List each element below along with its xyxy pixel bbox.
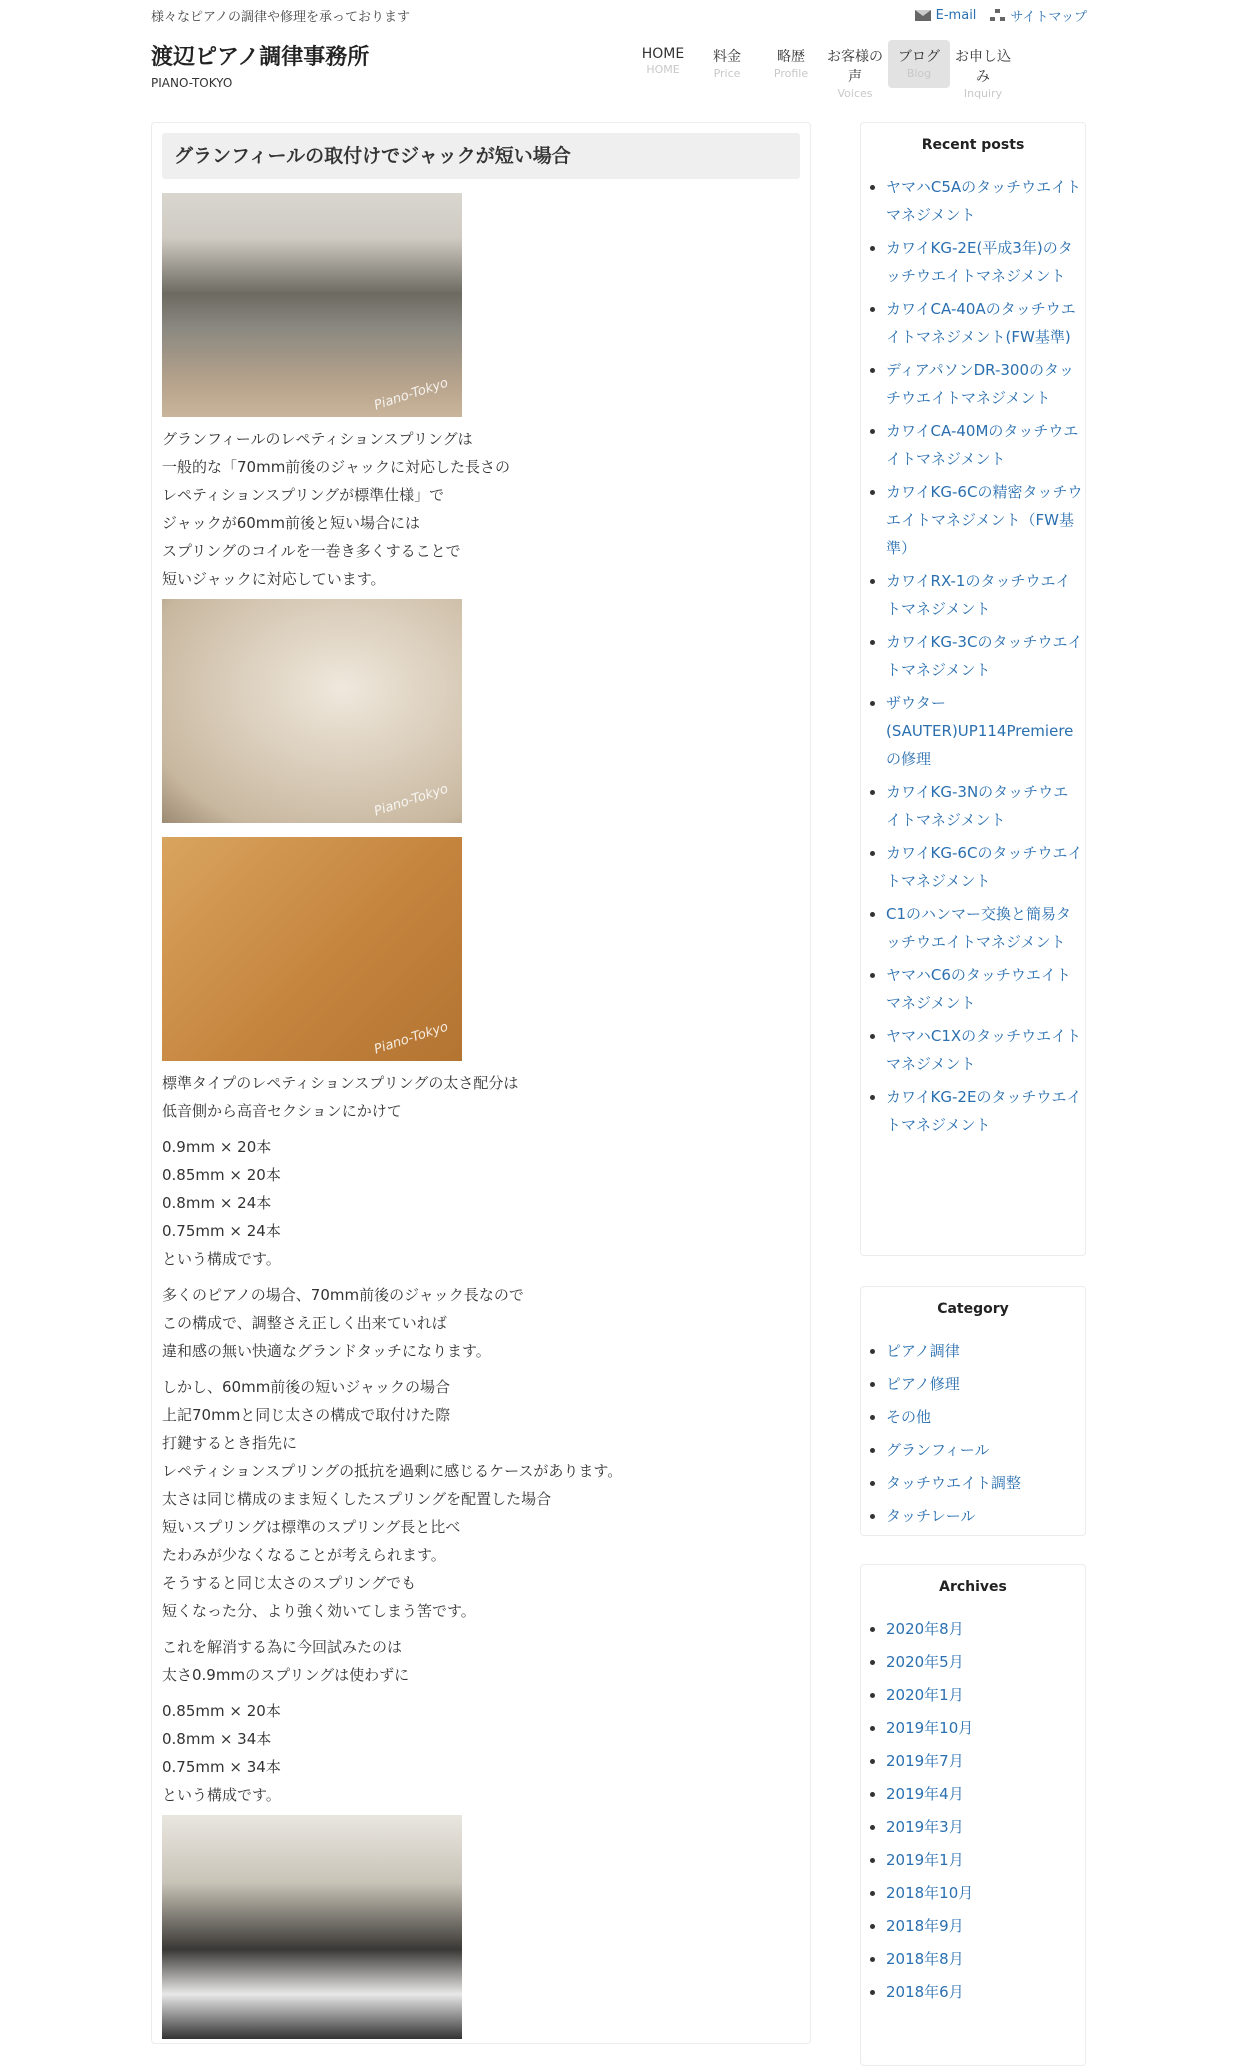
main-nav <box>630 40 1014 100</box>
sitemap-link-label: サイトマップ <box>1010 10 1087 25</box>
text-line: という構成です。 <box>162 1786 281 1804</box>
category-item[interactable] <box>886 1469 1085 1497</box>
archive-item-link[interactable]: 2019年4月 <box>886 1785 964 1803</box>
text-line: この構成で、調整さえ正しく出来ていれば <box>162 1314 447 1332</box>
recent-post-item[interactable] <box>886 567 1085 623</box>
archive-item-link[interactable]: 2018年8月 <box>886 1950 964 1968</box>
archives-widget <box>860 1564 1086 2066</box>
text-line: 0.75mm × 24本 <box>162 1222 281 1240</box>
recent-post-item[interactable] <box>886 1083 1085 1139</box>
site-title[interactable]: 渡辺ピアノ調律事務所 <box>151 45 370 70</box>
recent-post-item[interactable] <box>886 356 1085 412</box>
text-line: 短いスプリングは標準のスプリング長と比べ <box>162 1518 461 1536</box>
archive-item[interactable] <box>886 1615 1085 1643</box>
text-line: 0.85mm × 20本 <box>162 1702 281 1720</box>
archive-item-link[interactable]: 2020年1月 <box>886 1686 964 1704</box>
recent-posts-list <box>861 167 1085 1150</box>
nav-item-sublabel: Inquiry <box>963 87 1003 100</box>
recent-post-item-link[interactable]: ヤマハC1Xのタッチウエイトマネジメント <box>886 1027 1082 1073</box>
category-item-link[interactable]: ピアノ調律 <box>886 1342 960 1360</box>
nav-item-price[interactable] <box>696 40 758 88</box>
text-line: レペティションスプリングが標準仕様」で <box>162 486 445 504</box>
paragraph-3 <box>162 1133 800 1273</box>
mail-icon <box>915 10 931 21</box>
category-title: Category <box>937 1301 1009 1317</box>
recent-post-item-link[interactable]: ザウター(SAUTER)UP114Premiereの修理 <box>886 694 1074 768</box>
post-photo-spring-set <box>162 837 462 1061</box>
text-line: 0.75mm × 34本 <box>162 1758 281 1776</box>
nav-item-label: HOME <box>641 46 685 62</box>
paragraph-6 <box>162 1633 800 1689</box>
recent-post-item-link[interactable]: カワイCA-40Aのタッチウエイトマネジメント(FW基準) <box>886 300 1076 346</box>
recent-post-item[interactable] <box>886 173 1085 229</box>
archive-item-link[interactable]: 2019年3月 <box>886 1818 964 1836</box>
recent-post-item-link[interactable]: カワイKG-6Cのタッチウエイトマネジメント <box>886 844 1083 890</box>
recent-post-item[interactable] <box>886 839 1085 895</box>
text-line: 0.8mm × 34本 <box>162 1730 272 1748</box>
paragraph-1 <box>162 425 800 593</box>
email-link[interactable] <box>915 8 977 23</box>
text-line: 打鍵するとき指先に <box>162 1434 298 1452</box>
archive-item-link[interactable]: 2019年10月 <box>886 1719 974 1737</box>
recent-post-item-link[interactable]: カワイKG-3Nのタッチウエイトマネジメント <box>886 783 1069 829</box>
archive-item[interactable] <box>886 1846 1085 1874</box>
top-links <box>915 6 1087 25</box>
archive-item[interactable] <box>886 1714 1085 1742</box>
nav-item-sublabel: Blog <box>906 67 932 80</box>
archive-item-link[interactable]: 2020年5月 <box>886 1653 964 1671</box>
text-line: 短いジャックに対応しています。 <box>162 570 386 588</box>
recent-post-item[interactable] <box>886 689 1085 773</box>
category-item-link[interactable]: グランフィール <box>886 1441 990 1459</box>
nav-item-sublabel: Price <box>713 67 741 80</box>
archive-item[interactable] <box>886 1813 1085 1841</box>
recent-post-item[interactable] <box>886 295 1085 351</box>
archive-item[interactable] <box>886 1780 1085 1808</box>
recent-posts-widget <box>860 122 1086 1256</box>
text-line: 違和感の無い快適なグランドタッチになります。 <box>162 1342 491 1360</box>
watermark: Piano-Tokyo <box>372 1019 451 1058</box>
archive-item-link[interactable]: 2020年8月 <box>886 1620 964 1638</box>
category-item[interactable] <box>886 1403 1085 1431</box>
text-line: という構成です。 <box>162 1250 281 1268</box>
category-item-link[interactable]: タッチウエイト調整 <box>886 1474 1022 1492</box>
text-line: スプリングのコイルを一巻き多くすることで <box>162 542 461 560</box>
recent-post-item[interactable] <box>886 1022 1085 1078</box>
archive-item[interactable] <box>886 1879 1085 1907</box>
watermark: Piano-Tokyo <box>372 781 451 820</box>
category-item-link[interactable]: その他 <box>886 1408 932 1426</box>
text-line: レペティションスプリングの抵抗を過剰に感じるケースがあります。 <box>162 1462 623 1480</box>
archive-item[interactable] <box>886 1648 1085 1676</box>
recent-post-item-link[interactable]: カワイKG-6Cの精密タッチウエイトマネジメント（FW基準） <box>886 483 1083 557</box>
recent-post-item[interactable] <box>886 478 1085 562</box>
recent-post-item-link[interactable]: カワイKG-2Eのタッチウエイトマネジメント <box>886 1088 1082 1134</box>
archive-item[interactable] <box>886 1945 1085 1973</box>
site-tagline: 様々なピアノの調律や修理を承っております <box>151 10 410 25</box>
archive-item[interactable] <box>886 1978 1085 2006</box>
post-title: グランフィールの取付けでジャックが短い場合 <box>162 133 800 179</box>
email-link-label: E-mail <box>935 8 977 23</box>
text-line: これを解消する為に今回試みたのは <box>162 1638 403 1656</box>
recent-post-item-link[interactable]: ヤマハC6のタッチウエイトマネジメント <box>886 966 1071 1012</box>
text-line: 標準タイプのレペティションスプリングの太さ配分は <box>162 1074 519 1092</box>
text-line: 0.85mm × 20本 <box>162 1166 281 1184</box>
sitemap-icon <box>990 9 1005 22</box>
category-item[interactable] <box>886 1436 1085 1464</box>
nav-item-voices[interactable] <box>824 40 886 100</box>
site-subtitle: PIANO-TOKYO <box>151 76 233 90</box>
category-item[interactable] <box>886 1370 1085 1398</box>
archive-item-link[interactable]: 2018年6月 <box>886 1983 964 2001</box>
nav-item-sublabel: Profile <box>773 67 809 80</box>
nav-item-label: お客様の声 <box>827 49 883 85</box>
nav-item-label: 料金 <box>713 49 741 65</box>
archives-title: Archives <box>939 1579 1007 1595</box>
category-item-link[interactable]: ピアノ修理 <box>886 1375 960 1393</box>
nav-item-label: お申し込み <box>955 49 1011 85</box>
recent-post-item-link[interactable]: ディアパソンDR-300のタッチウエイトマネジメント <box>886 361 1075 407</box>
post-photo-springs <box>162 599 462 823</box>
category-item[interactable] <box>886 1502 1085 1530</box>
post-content <box>152 193 810 2039</box>
recent-post-item-link[interactable]: C1のハンマー交換と簡易タッチウエイトマネジメント <box>886 905 1072 951</box>
recent-post-item[interactable] <box>886 778 1085 834</box>
text-line: 0.9mm × 20本 <box>162 1138 272 1156</box>
archive-item-link[interactable]: 2018年10月 <box>886 1884 974 1902</box>
paragraph-2 <box>162 1069 800 1125</box>
recent-post-item[interactable] <box>886 417 1085 473</box>
paragraph-4 <box>162 1281 800 1365</box>
text-line: 上記70mmと同じ太さの構成で取付けた際 <box>162 1406 451 1424</box>
archive-item[interactable] <box>886 1912 1085 1940</box>
text-line: 多くのピアノの場合、70mm前後のジャック長なので <box>162 1286 524 1304</box>
recent-post-item[interactable] <box>886 900 1085 956</box>
category-list <box>861 1331 1085 1541</box>
recent-post-item[interactable] <box>886 628 1085 684</box>
archive-item-link[interactable]: 2018年9月 <box>886 1917 964 1935</box>
nav-item-sublabel: HOME <box>646 63 680 76</box>
sitemap-link[interactable] <box>990 6 1087 25</box>
recent-post-item-link[interactable]: カワイKG-3Cのタッチウエイトマネジメント <box>886 633 1083 679</box>
nav-item-inquiry[interactable] <box>952 40 1014 100</box>
category-widget <box>860 1286 1086 1536</box>
post-photo-keys <box>162 1815 462 2039</box>
recent-post-item-link[interactable]: ヤマハC5Aのタッチウエイトマネジメント <box>886 178 1082 224</box>
text-line: 低音側から高音セクションにかけて <box>162 1102 402 1120</box>
post-article <box>151 122 811 2044</box>
watermark: Piano-Tokyo <box>372 375 451 414</box>
text-line: 太さ0.9mmのスプリングは使わずに <box>162 1666 410 1684</box>
recent-post-item-link[interactable]: カワイRX-1のタッチウエイトマネジメント <box>886 572 1071 618</box>
text-line: たわみが少なくなることが考えられます。 <box>162 1546 446 1564</box>
archive-item[interactable] <box>886 1747 1085 1775</box>
recent-post-item-link[interactable]: カワイCA-40Mのタッチウエイトマネジメント <box>886 422 1079 468</box>
text-line: 太さは同じ構成のまま短くしたスプリングを配置した場合 <box>162 1490 552 1508</box>
nav-item-label: 略歴 <box>777 49 805 65</box>
nav-item-blog[interactable] <box>888 40 950 88</box>
text-line: そうすると同じ太さのスプリングでも <box>162 1574 417 1592</box>
text-line: しかし、60mm前後の短いジャックの場合 <box>162 1378 451 1396</box>
recent-posts-title: Recent posts <box>921 137 1025 153</box>
recent-post-item[interactable] <box>886 234 1085 290</box>
archive-item-link[interactable]: 2019年1月 <box>886 1851 964 1869</box>
archive-item-link[interactable]: 2019年7月 <box>886 1752 964 1770</box>
nav-item-label: ブログ <box>898 49 940 65</box>
paragraph-7 <box>162 1697 800 1809</box>
category-item-link[interactable]: タッチレール <box>886 1507 976 1525</box>
text-line: 一般的な「70mm前後のジャックに対応した長さの <box>162 458 511 476</box>
nav-item-sublabel: Voices <box>837 87 873 100</box>
nav-item-profile[interactable] <box>760 40 822 88</box>
text-line: 0.8mm × 24本 <box>162 1194 272 1212</box>
category-item[interactable] <box>886 1337 1085 1365</box>
text-line: 短くなった分、より強く効いてしまう筈です。 <box>162 1602 476 1620</box>
post-photo-action <box>162 193 462 417</box>
nav-item-home[interactable] <box>632 40 694 88</box>
recent-post-item-link[interactable]: カワイKG-2E(平成3年)のタッチウエイトマネジメント <box>886 239 1073 285</box>
paragraph-5 <box>162 1373 800 1625</box>
text-line: グランフィールのレペティションスプリングは <box>162 430 473 448</box>
text-line: ジャックが60mm前後と短い場合には <box>162 514 421 532</box>
recent-post-item[interactable] <box>886 961 1085 1017</box>
archive-item[interactable] <box>886 1681 1085 1709</box>
archives-list <box>861 1609 1085 2017</box>
